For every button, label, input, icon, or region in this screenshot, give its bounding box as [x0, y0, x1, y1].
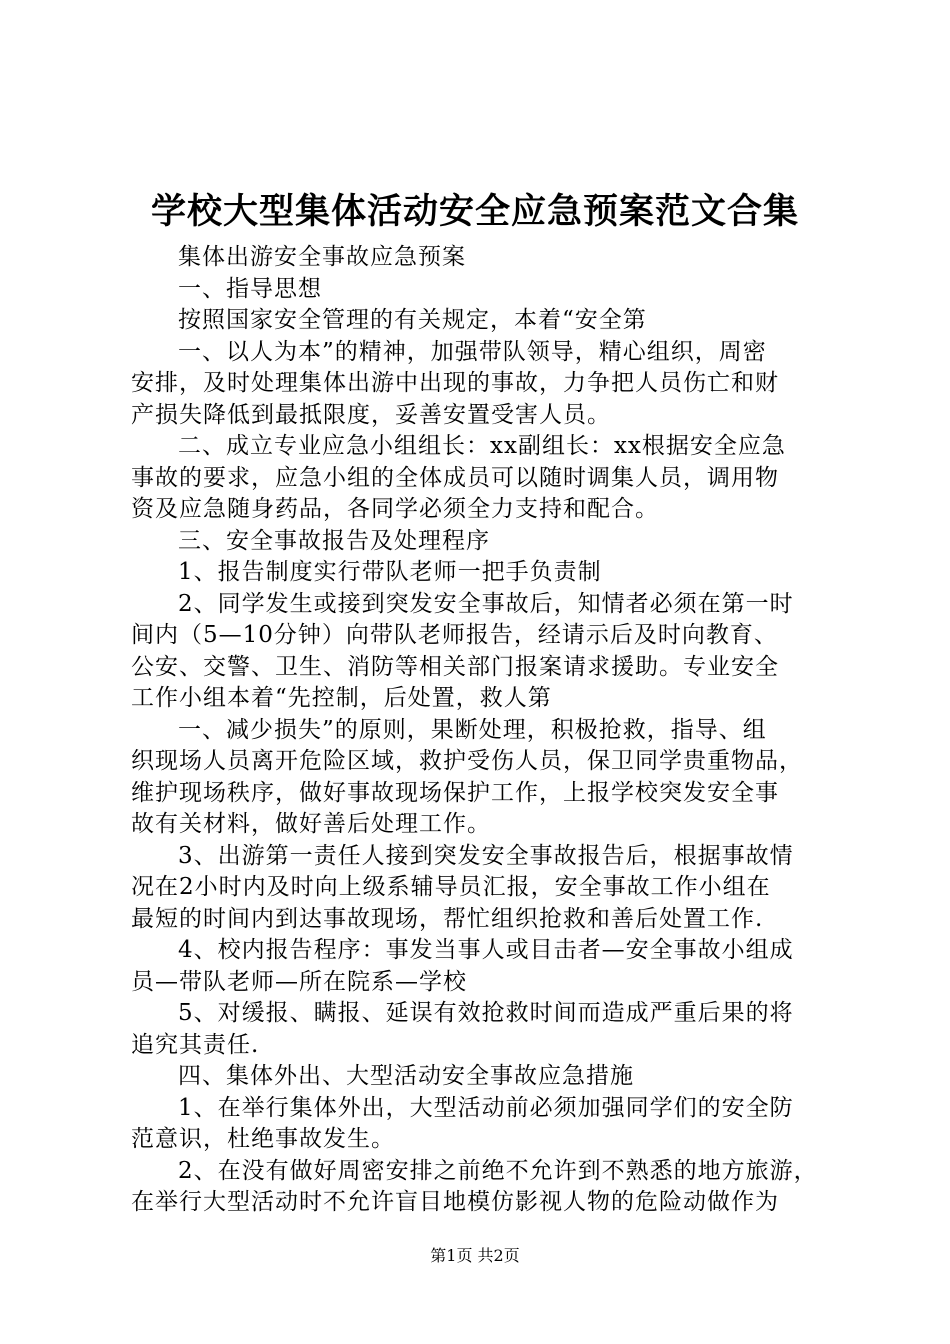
text-line: 集体出游安全事故应急预案: [178, 244, 466, 270]
text-line: 一、指导思想: [178, 276, 322, 302]
text-line: 二、成立专业应急小组组长：xx副组长：xx根据安全应急: [178, 433, 786, 459]
text-line: 一、以人为本”的精神，加强带队领导，精心组织，周密: [178, 339, 767, 365]
text-line: 产损失降低到最抵限度，妥善安置受害人员。: [131, 402, 611, 428]
text-line: 事故的要求，应急小组的全体成员可以随时调集人员，调用物: [131, 465, 779, 491]
text-line: 3、出游第一责任人接到突发安全事故报告后，根据事故情: [178, 843, 794, 869]
text-line: 1、报告制度实行带队老师一把手负责制: [178, 559, 602, 585]
text-line: 按照国家安全管理的有关规定，本着“安全第: [178, 307, 647, 333]
text-line: 范意识，杜绝事故发生。: [131, 1126, 395, 1152]
text-line: 最短的时间内到达事故现场，帮忙组织抢救和善后处置工作.: [131, 906, 764, 932]
text-line: 公安、交警、卫生、消防等相关部门报案请求援助。专业安全: [131, 654, 779, 680]
text-line: 2、同学发生或接到突发安全事故后，知情者必须在第一时: [178, 591, 794, 617]
text-line: 间内（5—10分钟）向带队老师报告，经请示后及时向教育、: [131, 622, 778, 648]
text-line: 1、在举行集体外出，大型活动前必须加强同学们的安全防: [178, 1095, 794, 1121]
text-line: 2、在没有做好周密安排之前绝不允许到不熟悉的地方旅游，: [178, 1158, 818, 1184]
text-line: 资及应急随身药品，各同学必须全力支持和配合。: [131, 496, 659, 522]
text-line: 一、减少损失”的原则，果断处理，积极抢救，指导、组: [178, 717, 767, 743]
text-line: 员—带队老师—所在院系—学校: [131, 969, 467, 995]
text-line: 四、集体外出、大型活动安全事故应急措施: [178, 1063, 634, 1089]
text-line: 工作小组本着“先控制，后处置，救人第: [131, 685, 552, 711]
page-number: 第1页 共2页: [430, 1246, 520, 1265]
text-line: 安排，及时处理集体出游中出现的事故，力争把人员伤亡和财: [131, 370, 779, 396]
text-line: 维护现场秩序，做好事故现场保护工作，上报学校突发安全事: [131, 780, 779, 806]
text-line: 织现场人员离开危险区域，救护受伤人员，保卫同学贵重物品，: [131, 748, 803, 774]
text-line: 在举行大型活动时不允许盲目地模仿影视人物的危险动做作为: [131, 1189, 779, 1215]
document-title: 学校大型集体活动安全应急预案范文合集: [150, 191, 799, 232]
text-line: 故有关材料，做好善后处理工作。: [131, 811, 491, 837]
text-line: 4、校内报告程序：事发当事人或目击者—安全事故小组成: [178, 937, 794, 963]
text-line: 5、对缓报、瞒报、延误有效抢救时间而造成严重后果的将: [178, 1000, 794, 1026]
text-line: 追究其责任.: [131, 1032, 260, 1058]
text-line: 况在2小时内及时向上级系辅导员汇报，安全事故工作小组在: [131, 874, 771, 900]
text-line: 三、安全事故报告及处理程序: [178, 528, 490, 554]
